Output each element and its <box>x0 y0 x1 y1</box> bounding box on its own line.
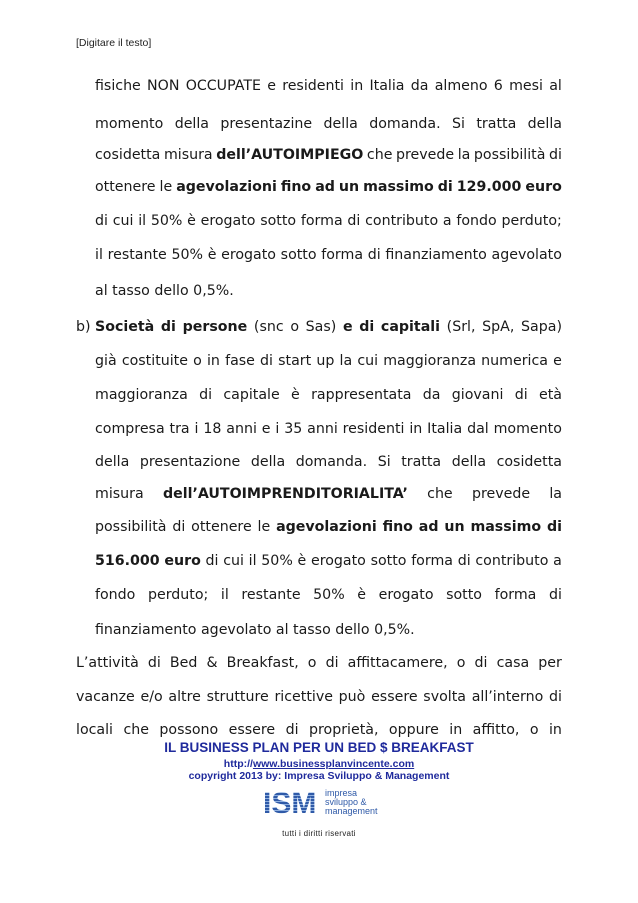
word: contributo <box>475 553 549 569</box>
word: 35 <box>284 421 303 437</box>
word: di <box>172 519 186 535</box>
word: Sapa) <box>521 319 562 335</box>
word: sotto <box>280 247 317 263</box>
word: o <box>290 319 299 335</box>
word: restante <box>241 587 301 603</box>
word: della <box>174 116 209 132</box>
word: anni <box>226 421 257 437</box>
word: di <box>205 553 219 569</box>
word: della <box>527 116 562 132</box>
word: cosidetta <box>95 147 161 163</box>
text-line <box>95 485 562 503</box>
word: svolta <box>423 689 466 705</box>
word-bold: un <box>444 519 465 535</box>
word: altre <box>168 689 201 705</box>
word: perduto; <box>501 213 562 229</box>
word: in <box>409 421 423 437</box>
word: di <box>514 387 528 403</box>
word: possono <box>159 722 219 738</box>
word: rappresentata <box>311 387 412 403</box>
word-bold: e <box>342 319 353 335</box>
word: e <box>267 78 276 94</box>
word: in <box>350 78 364 94</box>
word: essere <box>228 722 276 738</box>
word: e <box>553 353 562 369</box>
word-bold: capitali <box>380 319 441 335</box>
word: domanda. <box>295 454 368 470</box>
word: in <box>449 722 463 738</box>
word: cui <box>112 213 134 229</box>
text-line <box>95 552 562 570</box>
word: almeno <box>434 78 488 94</box>
word: misura <box>163 147 213 163</box>
word: cui <box>357 353 379 369</box>
word: affitto, <box>472 722 520 738</box>
word-bold: dell’AUTOIMPIEGO <box>216 147 364 163</box>
word: la <box>339 353 353 369</box>
word-bold: euro <box>525 179 562 195</box>
word: erogato <box>200 213 256 229</box>
word: ricettive <box>274 689 333 705</box>
word: da <box>422 387 441 403</box>
text-line <box>95 586 562 604</box>
word: (snc <box>253 319 284 335</box>
word: restante <box>107 247 167 263</box>
word: Bed <box>169 655 198 671</box>
word: le <box>257 519 271 535</box>
word: può <box>338 689 366 705</box>
word: forma <box>321 247 364 263</box>
word: il <box>220 587 229 603</box>
word-bold: massimo <box>363 179 434 195</box>
word-bold: un <box>338 179 360 195</box>
word: agevolato <box>491 247 562 263</box>
text-line <box>95 212 562 230</box>
word: affittacamere, <box>347 655 448 671</box>
text-line <box>95 386 562 404</box>
word-bold: di <box>160 319 176 335</box>
word: contributo <box>365 213 439 229</box>
text-line <box>95 146 562 164</box>
word: erogato <box>221 247 276 263</box>
word: prevede <box>471 486 531 502</box>
word: capitale <box>223 387 280 403</box>
text-line <box>95 178 562 196</box>
word: all’interno <box>471 689 544 705</box>
word: che <box>427 486 453 502</box>
word: di <box>474 655 488 671</box>
word-bold: di <box>359 319 375 335</box>
word: di <box>367 247 381 263</box>
word: up <box>316 353 335 369</box>
word: già <box>95 353 117 369</box>
footer-rights: tutti i diritti riservati <box>282 829 356 838</box>
text-line-last: al tasso dello 0,5%. <box>95 283 234 299</box>
word-bold: 129.000 <box>456 179 522 195</box>
word: possibilità <box>473 147 546 163</box>
word: sotto <box>370 553 407 569</box>
word: residenti <box>282 78 345 94</box>
word: casa <box>496 655 530 671</box>
word: 6 <box>493 78 503 94</box>
word: tratta <box>476 116 517 132</box>
text-line <box>76 721 562 739</box>
word: perduto; <box>147 587 209 603</box>
word: mesi <box>509 78 543 94</box>
word: fondo <box>95 587 136 603</box>
word-bold: di <box>437 179 453 195</box>
word: al <box>549 78 562 94</box>
word: SpA, <box>482 319 515 335</box>
text-line <box>95 352 562 370</box>
word: di <box>147 655 161 671</box>
text-line-last: finanziamento agevolato al tasso dello 0,5%. <box>95 622 415 638</box>
word: della <box>451 454 487 470</box>
text-line <box>95 518 562 536</box>
word: domanda. <box>369 116 441 132</box>
word: età <box>538 387 562 403</box>
word: che <box>366 147 393 163</box>
text-line <box>95 115 562 133</box>
footer-url-line <box>0 758 638 770</box>
word: è <box>357 587 367 603</box>
word: costituite <box>121 353 188 369</box>
word: o <box>307 655 317 671</box>
word: forma <box>411 553 453 569</box>
word: Si <box>452 116 465 132</box>
word: giovani <box>451 387 504 403</box>
word: di <box>260 353 273 369</box>
word: di <box>285 722 299 738</box>
word: è <box>207 247 217 263</box>
word: fase <box>225 353 255 369</box>
text-line <box>95 246 562 264</box>
word: sotto <box>260 213 297 229</box>
word: prevede <box>396 147 455 163</box>
word: essere <box>371 689 418 705</box>
word: 50% <box>150 213 183 229</box>
text-line <box>76 654 562 672</box>
logo-line-3: management <box>325 806 378 816</box>
word: 50% <box>171 247 203 263</box>
word: di <box>548 587 562 603</box>
word: forma <box>494 587 537 603</box>
word: di <box>548 147 562 163</box>
word: i <box>275 421 280 437</box>
word: 18 <box>203 421 222 437</box>
word: presentazine <box>220 116 313 132</box>
word: in <box>206 353 220 369</box>
word: a <box>553 553 562 569</box>
page-header-note: [Digitare il testo] <box>76 37 152 49</box>
word: della <box>250 454 286 470</box>
word: Italia <box>369 78 405 94</box>
word-bold: agevolazioni <box>276 519 377 535</box>
word-bold: di <box>546 519 562 535</box>
word: di <box>325 655 339 671</box>
word: il <box>138 213 147 229</box>
word: le <box>159 179 173 195</box>
word: dal <box>467 421 489 437</box>
word: di <box>457 553 471 569</box>
word: è <box>187 213 196 229</box>
word: o <box>193 353 202 369</box>
word: di <box>548 689 562 705</box>
word: presentazione <box>139 454 241 470</box>
word: o <box>529 722 539 738</box>
word: della <box>95 454 130 470</box>
word: di <box>95 213 108 229</box>
word: il <box>248 553 257 569</box>
word-bold: dell’AUTOIMPRENDITORIALITA’ <box>162 486 408 502</box>
text-line <box>95 77 562 95</box>
word: proprietà, <box>309 722 379 738</box>
list-label-b: b) <box>76 319 91 335</box>
footer-title: IL BUSINESS PLAN PER UN BED $ BREAKFAST <box>164 740 474 755</box>
word: 50% <box>261 553 293 569</box>
word: momento <box>493 421 562 437</box>
word: tra <box>169 421 190 437</box>
ism-logo <box>263 787 378 817</box>
word: della <box>323 116 358 132</box>
word: da <box>410 78 429 94</box>
word-bold: fino <box>382 519 413 535</box>
word: tratta <box>401 454 442 470</box>
word: erogato <box>310 553 366 569</box>
word: maggioranza <box>95 387 188 403</box>
word: cosidetta <box>496 454 562 470</box>
footer-copyright: copyright 2013 by: Impresa Sviluppo & Management <box>188 770 450 782</box>
word-bold: 516.000 <box>95 553 160 569</box>
word: NON <box>147 78 180 94</box>
word: numerica <box>481 353 548 369</box>
word: i <box>194 421 199 437</box>
word: o <box>456 655 466 671</box>
word: è <box>297 553 307 569</box>
word: il <box>95 247 103 263</box>
word: locali <box>76 722 113 738</box>
word: cui <box>223 553 244 569</box>
word: & <box>206 655 218 671</box>
word: ottenere <box>95 179 156 195</box>
word: la <box>549 486 562 502</box>
word-bold: ad <box>418 519 439 535</box>
word: forma <box>300 213 343 229</box>
word: Breakfast, <box>226 655 299 671</box>
word: e <box>261 421 271 437</box>
word: a <box>442 213 452 229</box>
word: Italia <box>427 421 463 437</box>
word: fisiche <box>95 78 141 94</box>
word: Si <box>377 454 391 470</box>
word: maggioranza <box>383 353 477 369</box>
word: che <box>123 722 149 738</box>
text-line <box>95 453 562 471</box>
word: la <box>457 147 471 163</box>
word: strutture <box>206 689 269 705</box>
word: vacanze <box>76 689 135 705</box>
footer-website-link[interactable]: www.businessplanvincente.com <box>252 758 415 770</box>
word: oppure <box>388 722 439 738</box>
word: start <box>278 353 312 369</box>
word: residenti <box>342 421 405 437</box>
text-line <box>95 420 562 438</box>
word-bold: massimo <box>470 519 542 535</box>
word: compresa <box>95 421 165 437</box>
word: sotto <box>446 587 482 603</box>
footer-url-prefix: http:// <box>223 758 253 770</box>
word: momento <box>95 116 164 132</box>
word: fondo <box>456 213 497 229</box>
word-bold: ad <box>315 179 335 195</box>
word: per <box>538 655 562 671</box>
word-bold: agevolazioni <box>176 179 277 195</box>
word: Sas) <box>305 319 337 335</box>
word-bold: persone <box>182 319 248 335</box>
word: in <box>548 722 562 738</box>
word: ottenere <box>191 519 252 535</box>
word-bold: fino <box>280 179 312 195</box>
word: L’attività <box>76 655 139 671</box>
word: misura <box>95 486 144 502</box>
word: possibilità <box>95 519 167 535</box>
word: erogato <box>378 587 434 603</box>
word: e/o <box>140 689 163 705</box>
word-bold: Società <box>95 319 155 335</box>
text-line <box>95 318 562 336</box>
word: di <box>199 387 213 403</box>
word: 50% <box>313 587 345 603</box>
text-line <box>76 688 562 706</box>
word: è <box>291 387 300 403</box>
word: anni <box>307 421 338 437</box>
logo-line-1: impresa <box>325 788 358 798</box>
word: finanziamento <box>385 247 487 263</box>
word: di <box>347 213 361 229</box>
word: OCCUPATE <box>185 78 261 94</box>
word-bold: euro <box>164 553 201 569</box>
logo-letters: ISM <box>263 787 317 817</box>
logo-line-2: sviluppo & <box>325 797 367 807</box>
word: (Srl, <box>446 319 476 335</box>
